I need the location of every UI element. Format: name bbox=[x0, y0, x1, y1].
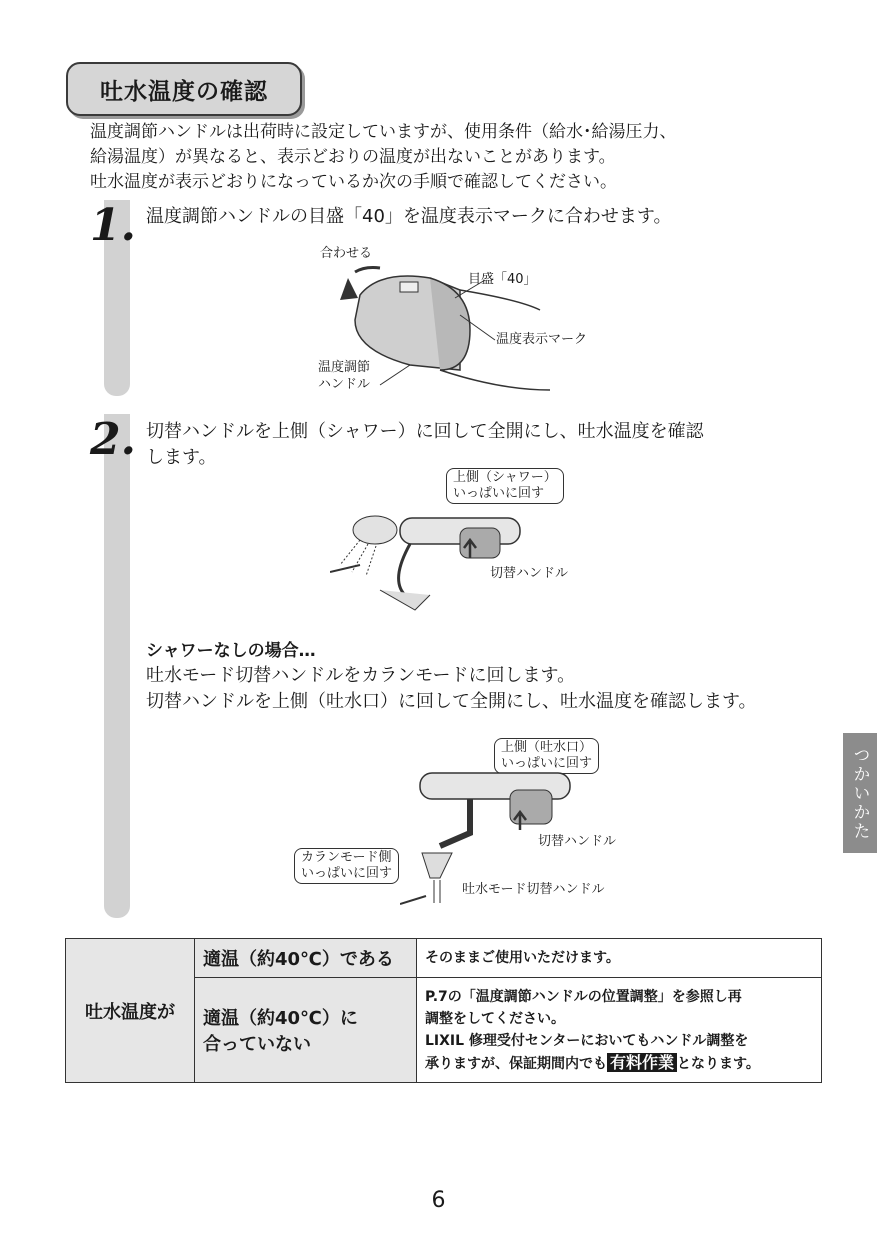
section-title: 吐水温度の確認 bbox=[66, 62, 302, 116]
step2-text-line1: 切替ハンドルを上側（シャワー）に回して全開にし、吐水温度を確認 bbox=[146, 421, 704, 442]
caran-callout-line1: カランモード側 bbox=[301, 850, 392, 865]
no-shower-line1: 吐水モード切替ハンドルをカランモードに回します。 bbox=[146, 665, 576, 686]
paid-work-highlight: 有料作業 bbox=[607, 1053, 677, 1072]
note-ok: そのままご使用いただけます。 bbox=[417, 939, 822, 978]
step2-bar bbox=[104, 414, 130, 918]
intro-line: 給湯温度）が異なると、表示どおりの温度が出ないことがあります。 bbox=[90, 147, 616, 167]
condition-ng bbox=[195, 978, 417, 1083]
side-tab: つかいかた bbox=[843, 733, 877, 853]
note-ng-line1: P.7の「温度調節ハンドルの位置調整」を参照し再 bbox=[425, 988, 742, 1005]
note-ng-line2: 調整をしてください。 bbox=[425, 1010, 565, 1027]
mode-switch-label: 吐水モード切替ハンドル bbox=[462, 882, 605, 897]
result-table bbox=[65, 938, 822, 1083]
spout-callout-line1: 上側（吐水口） bbox=[501, 740, 593, 755]
condition-ng-line2: 合っていない bbox=[203, 1034, 311, 1055]
note-ng-line4b: となります。 bbox=[677, 1055, 760, 1072]
note-ng bbox=[417, 978, 822, 1083]
shower-callout-line1: 上側（シャワー） bbox=[453, 470, 557, 485]
note-ng-line3: LIXIL 修理受付センターにおいてもハンドル調整を bbox=[425, 1032, 749, 1049]
spout-callout-line2: いっぱいに回す bbox=[501, 756, 593, 771]
step1-number: 1. bbox=[90, 200, 136, 251]
scale-label: 目盛「40」 bbox=[468, 272, 537, 287]
intro-line: 吐水温度が表示どおりになっているか次の手順で確認してください。 bbox=[90, 172, 617, 192]
mark-label: 温度表示マーク bbox=[496, 332, 588, 347]
step2-number: 2. bbox=[90, 414, 136, 465]
switch-handle-label-2: 切替ハンドル bbox=[538, 834, 617, 849]
table-row bbox=[66, 939, 822, 978]
note-ng-line4 bbox=[425, 1052, 813, 1075]
intro-line: 温度調節ハンドルは出荷時に設定していますが、使用条件（給水･給湯圧力、 bbox=[90, 122, 677, 142]
table-head: 吐水温度が bbox=[66, 939, 195, 1083]
condition-ng-line1: 適温（約40℃）に bbox=[203, 1008, 358, 1029]
page-number: 6 bbox=[431, 1188, 446, 1213]
intro-text bbox=[90, 120, 677, 195]
handle-label-line1: 温度調節 bbox=[318, 360, 371, 375]
note-ng-line4a: 承りますが、保証期間内でも bbox=[425, 1055, 607, 1072]
step2-text-line2: します。 bbox=[146, 447, 217, 468]
condition-ok: 適温（約40℃）である bbox=[195, 939, 417, 978]
align-label: 合わせる bbox=[320, 246, 373, 261]
no-shower-heading: シャワーなしの場合… bbox=[146, 641, 316, 661]
caran-callout-line2: いっぱいに回す bbox=[301, 866, 393, 881]
caran-callout bbox=[294, 848, 399, 884]
shower-callout bbox=[446, 468, 564, 504]
no-shower-line2: 切替ハンドルを上側（吐水口）に回して全開にし、吐水温度を確認します。 bbox=[146, 691, 757, 712]
shower-callout-line2: いっぱいに回す bbox=[453, 486, 545, 501]
handle-label-line2: ハンドル bbox=[318, 377, 371, 392]
switch-handle-label: 切替ハンドル bbox=[490, 566, 569, 581]
shower-faucet-illustration bbox=[330, 500, 530, 620]
step1-text: 温度調節ハンドルの目盛「40」を温度表示マークに合わせます。 bbox=[146, 206, 672, 227]
